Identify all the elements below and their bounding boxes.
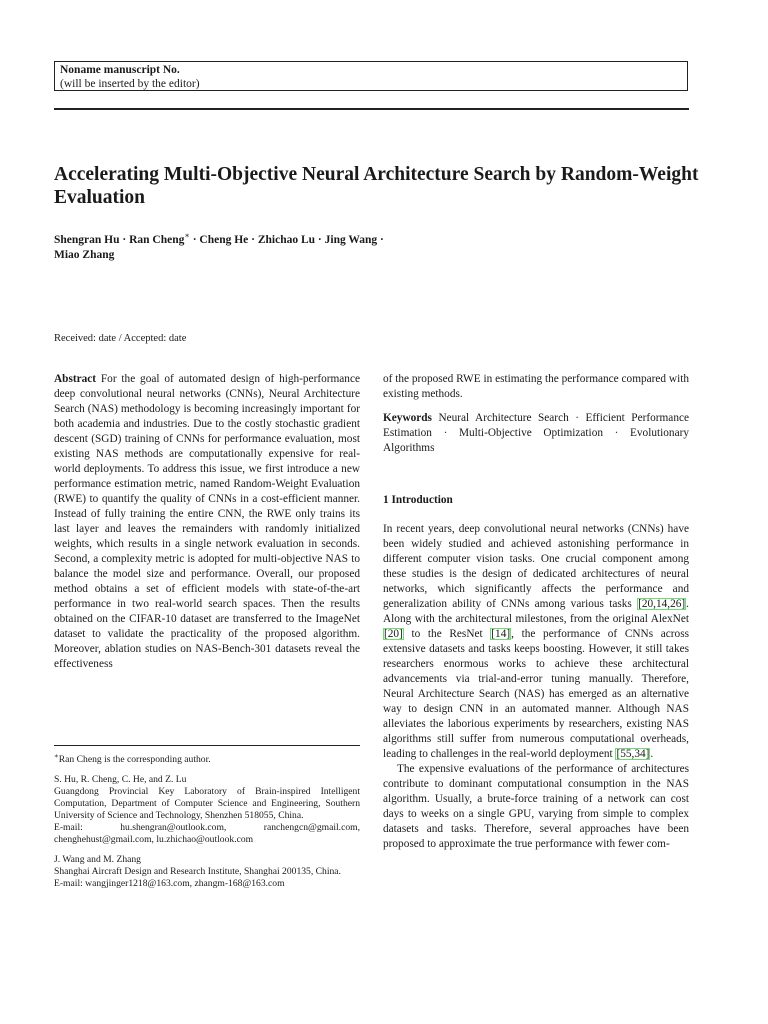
authors-line1-rest: · Cheng He · Zhichao Lu · Jing Wang · [189, 233, 384, 246]
affiliation-1-email: E-mail: hu.shengran@outlook.com, ranchengcn@gmail.com, chenghehust@gmail.com, lu.zhichao@outlook.com [54, 822, 360, 846]
section-heading-introduction: 1 Introduction [383, 494, 453, 506]
authors-line2: Miao Zhang [54, 248, 115, 261]
citation-link[interactable]: [20,14,26] [638, 598, 686, 610]
paper-title: Accelerating Multi-Objective Neural Architecture Search by Random-Weight Evaluation [54, 164, 699, 208]
intro-paragraph-1 [383, 522, 689, 762]
keywords-text: Neural Architecture Search · Efficient Performance Estimation · Multi-Objective Optimization · Evolutionary Algorithms [383, 412, 689, 454]
header-rule [54, 108, 689, 110]
citation-link[interactable]: [55,34] [616, 748, 650, 760]
footnote-block [54, 750, 360, 898]
affiliation-2 [54, 854, 360, 890]
citation-link[interactable]: [14] [491, 628, 511, 640]
intro-p1-a: In recent years, deep convolutional neural networks (CNNs) have been widely studied and achieved astonishing performance in different computer vision tasks. One crucial component among these studies is the design of dedicated architectures of neural networks, which significantly affects the performance and generalization ability of CNNs among various tasks [383, 523, 689, 610]
affiliation-1-address: Guangdong Provincial Key Laboratory of Brain-inspired Intelligent Computation, Department of Computer Science and Engineering, Southern University of Science and Technology, Shenzhen 518055, China. [54, 786, 360, 822]
intro-paragraph-2: The expensive evaluations of the performance of architectures contribute to dominant computational consumption in the NAS algorithm. Usually, a brute-force training of a network can cost days to weeks on a single GPU, varying from simple to complex datasets and tasks. Therefore, several approaches have been proposed to approximate the true performance with fewer com- [383, 763, 689, 850]
footnote-star: ∗ [54, 752, 59, 760]
intro-p1-b: . Along with the architectural milestones, from the original AlexNet [383, 598, 689, 625]
abstract-label: Abstract [54, 373, 97, 385]
intro-p1-e: . [650, 748, 654, 760]
corresponding-star: ∗ [184, 231, 190, 240]
abstract-paragraph [54, 372, 360, 672]
manuscript-note: (will be inserted by the editor) [60, 78, 200, 90]
affiliation-1 [54, 774, 360, 846]
citation-link[interactable]: [20] [384, 628, 403, 640]
affiliation-1-names: S. Hu, R. Cheng, C. He, and Z. Lu [54, 774, 187, 786]
footnote-rule [54, 745, 360, 746]
affiliation-2-names: J. Wang and M. Zhang [54, 854, 141, 866]
abstract-text: For the goal of automated design of high-performance deep convolutional neural networks (CNNs), Neural Architecture Search (NAS) methodology is becoming increasingly important for both academia and industries. Due to the costly stochastic gradient descent (SGD) training of CNNs for performance evaluation, most existing NAS methods are computationally expensive for real-world deployments. To address this issue, we first introduce a new performance estimation metric, named Random-Weight Evaluation (RWE) to quantify the quality of CNNs in a cost-efficient manner. Instead of fully training the entire CNN, the RWE only trains its last layer and leaves the remainders with randomly initialized weights, which results in a single network evaluation in seconds. Second, a complexity metric is adopted for multi-objective NAS to balance the model size and performance. Overall, our proposed method obtains a set of efficient models with state-of-the-art performance in two real-world search spaces. Then the results obtained on the CIFAR-10 dataset are transferred to the ImageNet dataset to validate the practicality of the proposed algorithm. Moreover, ablation studies on NAS-Bench-301 datasets reveal the effectiveness [54, 373, 360, 670]
intro-p1-c: to the ResNet [403, 628, 491, 640]
keywords-paragraph [383, 411, 689, 456]
affiliation-2-address: Shanghai Aircraft Design and Research Institute, Shanghai 200135, China. [54, 866, 341, 878]
right-column [383, 372, 689, 852]
manuscript-label: Noname manuscript No. [60, 64, 180, 76]
affiliation-2-email: E-mail: wangjinger1218@163.com, zhangm-168@163.com [54, 878, 285, 890]
received-date: Received: date / Accepted: date [54, 333, 187, 344]
abstract-continuation: of the proposed RWE in estimating the performance compared with existing methods. [383, 373, 689, 400]
keywords-label: Keywords [383, 412, 432, 424]
manuscript-header-box [54, 61, 688, 91]
authors-line1: Shengran Hu · Ran Cheng [54, 233, 185, 246]
author-list [54, 228, 524, 263]
left-column [54, 372, 360, 672]
corresponding-author-note: ∗Ran Cheng is the corresponding author. [54, 752, 211, 766]
intro-p1-d: , the performance of CNNs across extensive datasets and tasks keeps boosting. However, it still takes researchers enormous works to achieve these architectural advancements via trial-and-error tuning manually. Therefore, Neural Architecture Search (NAS) has emerged as an alternative way to design CNN in an automated manner. Although NAS alleviates the laborious experiments by researchers, existing NAS algorithms still suffer from numerous computational overheads, leading to challenges in the real-world deployment [383, 628, 689, 760]
